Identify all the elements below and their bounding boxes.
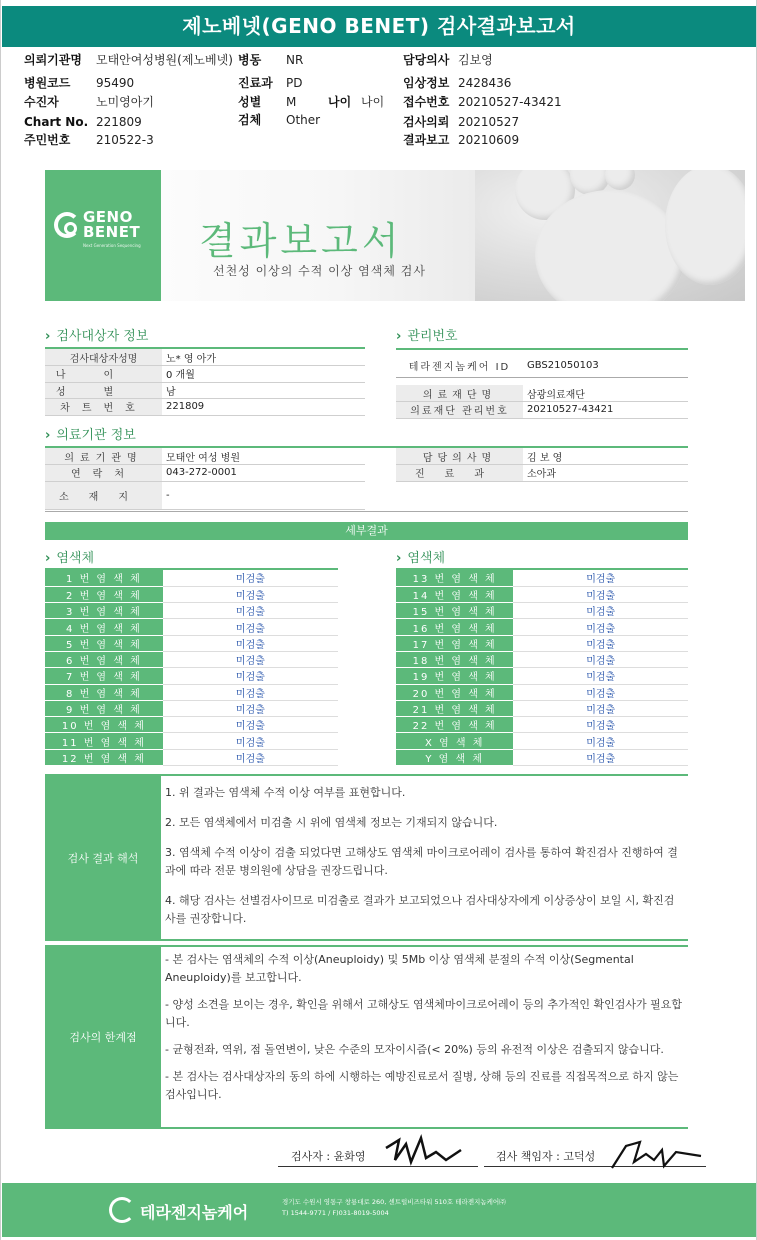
meta-value: 20210527 <box>458 115 520 129</box>
chromosome-label: 16 번 염 색 체 <box>396 619 513 635</box>
subject-table <box>45 349 365 416</box>
chromosome-label: 9 번 염 색 체 <box>45 700 163 716</box>
chromosome-label: 15 번 염 색 체 <box>396 603 513 619</box>
chromosome-result: 미검출 <box>513 635 688 651</box>
meta-value: 모태안여성병원(제노베넷) <box>96 53 233 67</box>
meta-label: 주민번호 <box>24 133 71 147</box>
logo-line1: GENO <box>83 208 133 226</box>
meta-label: 병원코드 <box>24 76 71 90</box>
limits-body <box>165 951 682 1113</box>
chromosome-label: 19 번 염 색 체 <box>396 668 513 684</box>
chromosome-label: 17 번 염 색 체 <box>396 635 513 651</box>
tester-signature-label: 검사자 : 윤화영 <box>291 1150 366 1163</box>
report-banner <box>45 170 745 301</box>
table-row: 연락처 043-272-0001 <box>45 465 365 482</box>
chromosome-result: 미검출 <box>513 619 688 635</box>
meta-value: 2428436 <box>458 76 512 90</box>
chevron-right-icon: › <box>45 551 51 566</box>
chromosome-label: X 염 색 체 <box>396 733 513 749</box>
chromosome-row <box>396 586 688 602</box>
divider <box>45 511 688 512</box>
table-row: 의료재단명 삼광의료재단 <box>396 385 688 402</box>
chromosome-label: 3 번 염 색 체 <box>45 603 163 619</box>
chromosome-row <box>45 586 338 602</box>
chromosome-row <box>45 717 338 733</box>
interpretation-body <box>165 784 682 940</box>
chromosome-result: 미검출 <box>163 684 338 700</box>
chromosome-result: 미검출 <box>513 668 688 684</box>
chromosome-row <box>45 603 338 619</box>
genobenet-logo <box>45 170 161 301</box>
chromosome-row <box>396 717 688 733</box>
chromosome-row <box>45 635 338 651</box>
meta-value: PD <box>286 76 303 90</box>
chromosome-label: Y 염 색 체 <box>396 749 513 765</box>
meta-block <box>1 52 757 152</box>
meta-label: 접수번호 <box>403 95 450 109</box>
chromosome-result: 미검출 <box>163 700 338 716</box>
banner-subtitle: 선천성 이상의 수적 이상 염색체 검사 <box>213 264 426 278</box>
chromosome-row <box>396 668 688 684</box>
chromosome-row <box>45 749 338 765</box>
interpretation-item: 3. 염색체 수적 이상이 검출 되었다면 고해상도 염색체 마이크로어레이 검사를 통하여 확진검사 진행하여 결과에 따라 전문 병의원에 상담을 권장드립니다. <box>165 846 678 877</box>
meta-label: 의뢰기관명 <box>24 53 82 67</box>
tester-signature-image <box>381 1130 471 1172</box>
chromosome-table-right <box>396 570 688 766</box>
chromosome-label: 21 번 염 색 체 <box>396 700 513 716</box>
table-row: 진료과 소아과 <box>396 465 688 482</box>
limits-item: - 양성 소견을 보이는 경우, 확인을 위해서 고해상도 염색체마이크로어레이 등의 추가적인 확인검사가 필요합니다. <box>165 998 682 1029</box>
chromosome-row <box>45 651 338 667</box>
meta-label: 검사의뢰 <box>403 115 450 129</box>
interpretation-box <box>45 774 688 941</box>
section-title-subject: › 검사대상자 정보 <box>45 329 149 344</box>
chevron-right-icon: › <box>396 551 402 566</box>
table-row <box>396 377 688 385</box>
chromosome-label: 8 번 염 색 체 <box>45 684 163 700</box>
chromosome-label: 5 번 염 색 체 <box>45 635 163 651</box>
table-row: 의료재단 관리번호 20210527-43421 <box>396 402 688 419</box>
table-row: 의료기관명 모태안 여성 병원 <box>45 448 365 465</box>
meta-label: 진료과 <box>238 76 273 90</box>
chromosome-label: 6 번 염 색 체 <box>45 651 163 667</box>
meta-value: 20210527-43421 <box>458 95 562 109</box>
section-title-institution: › 의료기관 정보 <box>45 428 136 443</box>
chromosome-result: 미검출 <box>163 668 338 684</box>
chromosome-result: 미검출 <box>513 700 688 716</box>
meta-label: 병동 <box>238 53 262 67</box>
logo-line2: BENET <box>83 223 141 241</box>
responsible-signature-label: 검사 책임자 : 고덕성 <box>496 1150 596 1163</box>
detail-results-bar: 세부결과 <box>45 522 688 540</box>
table-row: 담당의사명 김 보 영 <box>396 448 688 465</box>
chromosome-result: 미검출 <box>513 749 688 765</box>
responsible-signature-image <box>606 1132 706 1176</box>
chromosome-result: 미검출 <box>163 635 338 651</box>
limits-item: - 균형전좌, 역위, 점 돌연변이, 낮은 수준의 모자이시즘(< 20%) 등의 유전적 이상은 검출되지 않습니다. <box>165 1043 664 1056</box>
chevron-right-icon: › <box>45 428 51 443</box>
chromosome-row <box>396 651 688 667</box>
meta-label: 임상정보 <box>403 76 450 90</box>
chromosome-result: 미검출 <box>513 684 688 700</box>
chromosome-row <box>45 570 338 586</box>
footer-company-name: 테라젠지놈케어 <box>140 1203 249 1222</box>
chromosome-label: 7 번 염 색 체 <box>45 668 163 684</box>
limits-item: - 본 검사는 염색체의 수적 이상(Aneuploidy) 및 5Mb 이상 염색체 분절의 수적 이상(Segmental Aneuploidy)를 보고합니다. <box>165 953 634 984</box>
interpretation-item: 1. 위 결과는 염색체 수적 이상 여부를 표현합니다. <box>165 786 406 799</box>
meta-label: 성별 <box>238 95 262 109</box>
chromosome-row <box>396 619 688 635</box>
chromosome-row <box>396 684 688 700</box>
chromosome-row <box>45 700 338 716</box>
chromosome-label: 2 번 염 색 체 <box>45 586 163 602</box>
chromosome-row <box>396 570 688 586</box>
interpretation-item: 2. 모든 염색체에서 미검출 시 위에 염색체 정보는 기재되지 않습니다. <box>165 816 498 829</box>
chromosome-row <box>396 603 688 619</box>
chromosome-row <box>45 619 338 635</box>
chromosome-result: 미검출 <box>513 603 688 619</box>
meta-value: 노미영아기 <box>96 95 154 109</box>
chromosome-label: 11 번 염 색 체 <box>45 733 163 749</box>
chromosome-row <box>396 733 688 749</box>
chromosome-label: 12 번 염 색 체 <box>45 749 163 765</box>
chromosome-label: 14 번 염 색 체 <box>396 586 513 602</box>
report-title: 제노베넷(GENO BENET) 검사결과보고서 <box>2 6 756 47</box>
chromosome-label: 22 번 염 색 체 <box>396 717 513 733</box>
meta-label: 담당의사 <box>403 53 450 67</box>
meta-label: Chart No. <box>24 115 89 129</box>
chromosome-row <box>396 635 688 651</box>
chromosome-result: 미검출 <box>163 603 338 619</box>
table-row: 차트번호 221809 <box>45 399 365 416</box>
chevron-right-icon: › <box>45 329 51 344</box>
footer-address: 경기도 수원시 영통구 창룡대로 260, 센트럴비즈타워 510호 테라젠지놈케어㈜ T) 1544-9771 / F)031-8019-5004 <box>282 1198 506 1217</box>
chromosome-label: 4 번 염 색 체 <box>45 619 163 635</box>
institution-right-table <box>396 448 688 482</box>
logo-subtext: Next Generation Sequencing <box>83 243 141 248</box>
section-title-chromosome-right: › 염색체 <box>396 551 446 566</box>
chromosome-row <box>45 733 338 749</box>
chromosome-result: 미검출 <box>163 749 338 765</box>
chromosome-result: 미검출 <box>513 570 688 586</box>
chromosome-table-left <box>45 570 338 766</box>
chromosome-result: 미검출 <box>513 586 688 602</box>
limits-box <box>45 945 688 1129</box>
meta-value: 210522-3 <box>96 133 154 147</box>
chromosome-result: 미검출 <box>513 651 688 667</box>
baby-feet-photo <box>475 170 745 301</box>
limits-item: - 본 검사는 검사대상자의 동의 하에 시행하는 예방진료로서 질병, 상해 등의 진료를 직접목적으로 하지 않는 검사입니다. <box>165 1070 679 1101</box>
meta-value: NR <box>286 53 304 67</box>
banner-title: 결과보고서 <box>199 219 403 263</box>
chromosome-result: 미검출 <box>163 586 338 602</box>
meta-value: 김보영 <box>458 53 493 67</box>
chromosome-result: 미검출 <box>513 733 688 749</box>
meta-value: Other <box>286 113 321 127</box>
logo-g-icon <box>54 212 80 238</box>
footer <box>2 1183 756 1237</box>
chromosome-result: 미검출 <box>163 619 338 635</box>
institution-table <box>45 448 365 510</box>
chromosome-result: 미검출 <box>163 651 338 667</box>
meta-value: 나이 <box>361 95 385 109</box>
section-title-chromosome-left: › 염색체 <box>45 551 95 566</box>
chromosome-result: 미검출 <box>163 570 338 586</box>
table-row: 성별 남 <box>45 382 365 399</box>
chromosome-row <box>45 684 338 700</box>
chromosome-label: 13 번 염 색 체 <box>396 570 513 586</box>
meta-label: 결과보고 <box>403 133 450 147</box>
meta-label: 수진자 <box>24 95 59 109</box>
meta-value: M <box>286 95 297 109</box>
interpretation-item: 4. 해당 검사는 선별검사이므로 미검출로 결과가 보고되었으나 검사대상자에게 이상증상이 보일 시, 확진검사를 권장합니다. <box>165 894 675 925</box>
chromosome-row <box>396 749 688 765</box>
meta-value: 221809 <box>96 115 142 129</box>
theragen-logo-icon <box>109 1197 135 1223</box>
chromosome-row <box>45 668 338 684</box>
chromosome-label: 10 번 염 색 체 <box>45 717 163 733</box>
chromosome-result: 미검출 <box>163 733 338 749</box>
chevron-right-icon: › <box>396 329 402 344</box>
divider <box>396 348 688 350</box>
chromosome-label: 18 번 염 색 체 <box>396 651 513 667</box>
chromosome-row <box>396 700 688 716</box>
manage-table <box>396 355 688 419</box>
meta-label: 나이 <box>328 95 352 109</box>
table-row: 테라젠지놈케어 ID GBS21050103 <box>396 355 688 377</box>
limits-label: 검사의 한계점 <box>45 947 161 1127</box>
chromosome-label: 1 번 염 색 체 <box>45 570 163 586</box>
table-row: 소재지 - <box>45 481 365 509</box>
interpretation-label: 검사 결과 해석 <box>45 776 161 939</box>
chromosome-label: 20 번 염 색 체 <box>396 684 513 700</box>
chromosome-result: 미검출 <box>163 717 338 733</box>
meta-value: 95490 <box>96 76 135 90</box>
table-row: 나이 0 개월 <box>45 366 365 383</box>
table-row: 검사대상자성명 노* 영 아가 <box>45 349 365 366</box>
chromosome-result: 미검출 <box>513 717 688 733</box>
section-title-manage: › 관리번호 <box>396 329 458 344</box>
meta-value: 20210609 <box>458 133 520 147</box>
meta-label: 검체 <box>238 113 262 127</box>
